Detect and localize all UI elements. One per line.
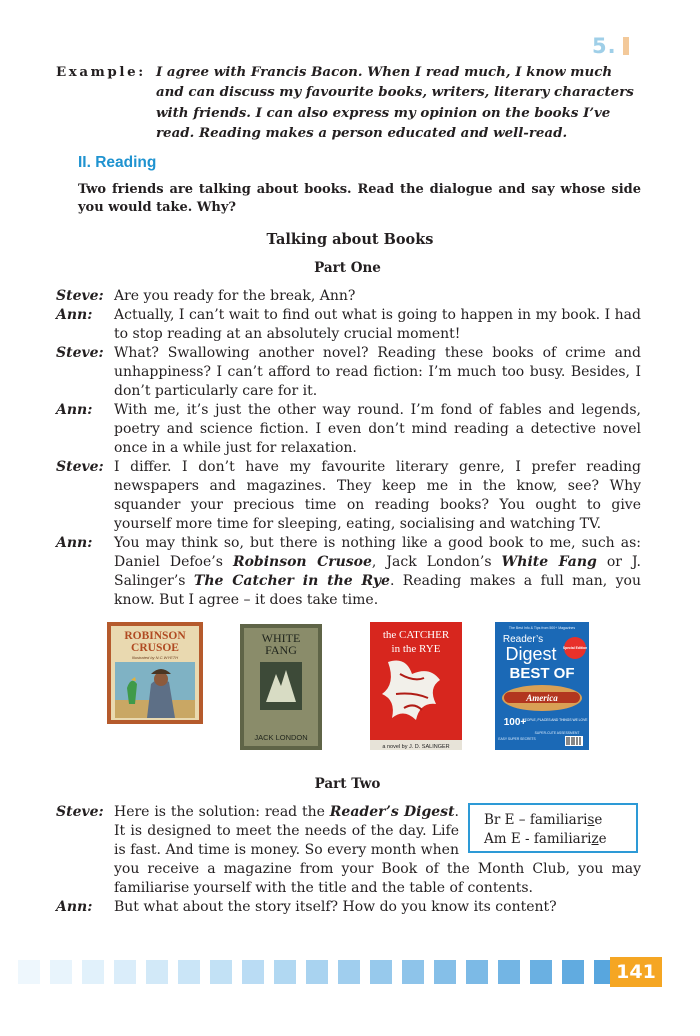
magazine-brand: Digest	[505, 644, 557, 664]
note-highlight: s	[587, 812, 595, 828]
speech-text: . It is designed to meet the needs of the day. Life is fast. And time is money. So every month when you receive a magazine from your Book of the Month Club, you may familiarise yourself with the title and the table of contents.	[114, 804, 641, 896]
cover-headline: BEST OF	[509, 665, 575, 682]
footer-tile	[82, 960, 104, 984]
cover-credit: Illustrated by N.C.WYETH	[131, 655, 179, 660]
dialogue-line	[56, 287, 641, 306]
cover-author: JACK LONDON	[254, 733, 308, 742]
footer-tile	[402, 960, 424, 984]
footer-tile	[434, 960, 456, 984]
spelling-note-box	[468, 803, 638, 853]
speech-text: Here is the solution: read the	[114, 804, 330, 820]
dialogue-part-one	[56, 287, 641, 610]
cover-title: the CATCHER	[382, 629, 450, 641]
footer-tile	[562, 960, 584, 984]
footer-tile	[530, 960, 552, 984]
section-marker-bar	[623, 37, 629, 55]
speaker: Ann:	[56, 402, 93, 418]
page-number: 141	[610, 957, 662, 987]
book-title: Robinson Crusoe	[232, 554, 372, 570]
dialogue-line	[56, 898, 641, 917]
dialogue-line	[56, 306, 641, 344]
cover-tagline: The Best Info & Tips from 500+ Magazines	[508, 626, 576, 630]
speaker: Ann:	[56, 899, 93, 915]
footer-tile	[50, 960, 72, 984]
footer-tile	[498, 960, 520, 984]
castaway-head	[154, 672, 168, 686]
section-number: 5.	[592, 34, 617, 58]
note-text: Am E - familiari	[484, 831, 592, 847]
speaker: Ann:	[56, 307, 93, 323]
cover-corner-text: SUPER-CUTE ASSESSMENT	[534, 731, 580, 735]
example-label: Example:	[56, 64, 146, 80]
footer-tile	[274, 960, 296, 984]
footer-tile	[178, 960, 200, 984]
speech	[114, 534, 641, 610]
cover-title: CRUSOE	[131, 642, 179, 654]
dialogue-line	[56, 344, 641, 401]
speech-text: . Reading makes a full man, you know. But I agree – it does take time.	[114, 573, 642, 608]
footer-tile	[466, 960, 488, 984]
speech-text: or J. Salinger’s	[114, 554, 642, 589]
footer-tile	[242, 960, 264, 984]
section-title: II. Reading	[78, 154, 157, 171]
cover-title: ROBINSON	[124, 630, 186, 642]
part-two-heading: Part Two	[314, 776, 381, 792]
footer-tile	[146, 960, 168, 984]
cover-sub-text: PEOPLE, PLACES AND THINGS WE LOVE	[522, 718, 588, 722]
speaker: Ann:	[56, 535, 93, 551]
speech-text: , Jack London’s	[371, 554, 502, 570]
task-instruction: Two friends are talking about books. Read the dialogue and say whose side you would take. Why?	[78, 182, 641, 215]
burst-text: Special Edition	[562, 646, 588, 650]
footer-decoration	[18, 960, 618, 984]
speaker: Steve:	[56, 345, 104, 361]
story-title: Talking about Books	[266, 231, 434, 248]
robinson-crusoe-cover	[107, 622, 203, 724]
catcher-in-the-rye-cover	[370, 622, 462, 750]
book-title: The Catcher in the Rye	[193, 573, 390, 589]
speaker: Steve:	[56, 804, 104, 820]
cover-credit: a novel by J. D. SALINGER	[382, 744, 450, 750]
note-line-american	[484, 830, 636, 849]
footer-tile	[18, 960, 40, 984]
dialogue-line	[56, 458, 641, 534]
part-one-heading: Part One	[314, 260, 381, 276]
speech: With me, it’s just the other way round. I’m fond of fables and legends, poetry and science fiction. I even don’t mind reading a detective novel once in a while just for relaxation.	[114, 402, 641, 456]
speech: What? Swallowing another novel? Reading these books of crime and unhappiness? I can’t afford to read fiction: I’m much too busy. Besides, I don’t particularly care for it.	[114, 345, 641, 399]
example-text: I agree with Francis Bacon. When I read much, I know much and can discuss my favourite books, writers, literary characters with friends. I can also express my opinion on the books I’ve read. Reading makes a person educated and well-read.	[156, 64, 634, 142]
speech: Are you ready for the break, Ann?	[114, 288, 356, 304]
cover-title: WHITE	[261, 631, 301, 645]
book-title: White Fang	[501, 554, 597, 570]
cover-sub-number: 100+	[503, 717, 527, 728]
cover-title: in the RYE	[391, 643, 441, 655]
cover-banner: America	[526, 693, 558, 703]
cover-corner-text: EASY SUPER SECRETS	[498, 737, 536, 741]
footer-tile	[114, 960, 136, 984]
dialogue-line	[56, 534, 641, 610]
speech: Actually, I can’t wait to find out what is going to happen in my book. I had to stop reading at an absolutely crucial moment!	[114, 307, 641, 342]
speaker: Steve:	[56, 459, 104, 475]
section-marker	[592, 34, 629, 58]
footer-tile	[306, 960, 328, 984]
book-covers-row	[0, 622, 700, 752]
book-title: Reader’s Digest	[329, 804, 455, 820]
footer-tile	[370, 960, 392, 984]
speaker: Steve:	[56, 288, 104, 304]
note-line-british	[484, 811, 636, 830]
note-highlight: z	[591, 831, 599, 847]
cover-title: FANG	[265, 643, 297, 657]
readers-digest-cover	[495, 622, 589, 750]
note-text: e	[598, 831, 607, 847]
speech: I differ. I don’t have my favourite literary genre, I prefer reading newspapers and magazines. They keep me in the know, see? Why squander your precious time on reading books? You ought to give yourself more time for sleeping, eating, socialising and watching TV.	[114, 459, 641, 532]
footer-tile	[338, 960, 360, 984]
white-fang-cover	[240, 624, 322, 750]
note-text: Br E – familiari	[484, 812, 588, 828]
example-block	[56, 62, 641, 144]
dialogue-line	[56, 401, 641, 458]
speech: But what about the story itself? How do you know its content?	[114, 899, 557, 915]
magazine-brand: Reader’s	[502, 634, 544, 645]
footer-tile	[210, 960, 232, 984]
speech-text: You may think so, but there is nothing like a good book to me, such as: Daniel Defoe’s	[114, 535, 641, 570]
note-text: e	[594, 812, 603, 828]
